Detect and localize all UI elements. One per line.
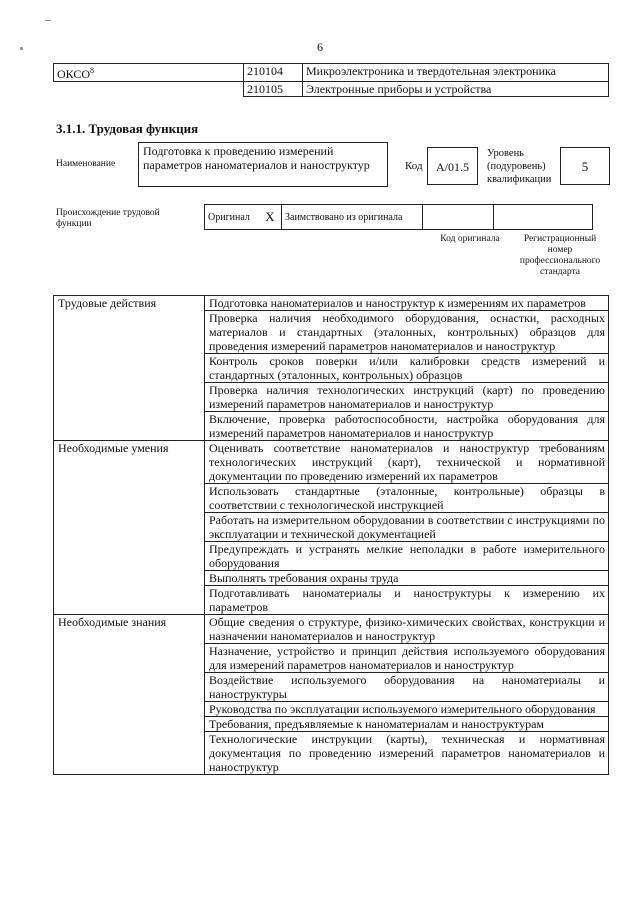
table-cell: Подготовка наноматериалов и наноструктур к измерениям их параметров (205, 296, 609, 311)
table-cell: Использовать стандартные (эталонные, контрольные) образцы в соответствии с технологической инструкцией (205, 484, 609, 513)
code-label: Код (405, 160, 423, 172)
category-skills: Необходимые умения (54, 441, 205, 615)
function-code: A/01.5 (427, 147, 478, 185)
okso-name: Микроэлектроника и твердотельная электроника (303, 64, 609, 82)
okso-row (54, 82, 609, 97)
level-label-text: Уровень (подуровень) квалификации (487, 148, 552, 185)
table-cell: Включение, проверка работоспособности, настройка оборудования для измерений параметров наноматериалов и наноструктур (205, 412, 609, 441)
code-original-caption: Код оригинала (440, 234, 500, 244)
table-cell: Подготавливать наноматериалы и наноструктуры к измерению их параметров (205, 586, 609, 615)
okso-name: Электронные приборы и устройства (303, 82, 609, 97)
function-details-table (53, 295, 609, 775)
scan-mark (45, 20, 51, 21)
table-cell: Работать на измерительном оборудовании в соответствии с инструкциями по эксплуатации и технической документацией (205, 513, 609, 542)
reg-number-caption: Регистрационный номер профессионального стандарта (519, 234, 601, 277)
table-cell: Проверка наличия технологических инструкций (карт) по проведению измерений параметров наноматериалов и наноструктур (205, 383, 609, 412)
table-cell: Предупреждать и устранять мелкие неполадки в работе измерительного оборудования (205, 542, 609, 571)
borrowed-label: Заимствовано из оригинала (282, 205, 423, 230)
name-label: Наименование (56, 159, 116, 169)
category-knowledge: Необходимые знания (54, 615, 205, 775)
original-label: Оригинал (205, 205, 260, 230)
function-name: Подготовка к проведению измерений параметров наноматериалов и наноструктур (138, 142, 388, 187)
table-row (54, 615, 609, 644)
okso-table (53, 63, 609, 97)
origin-row (205, 205, 593, 230)
okso-empty-cell (54, 82, 244, 97)
original-mark: X (259, 205, 282, 230)
table-cell: Оценивать соответствие наноматериалов и наноструктур требованиям технологических инструкций (карт), технической и нормативной документации по проведению измерений их параметров (205, 441, 609, 484)
table-cell: Выполнять требования охраны труда (205, 571, 609, 586)
table-cell: Руководства по эксплуатации используемого измерительного оборудования (205, 702, 609, 717)
page-number: 6 (317, 40, 323, 54)
table-cell: Проверка наличия необходимого оборудования, оснастки, расходных материалов и стандартных (эталонных, контрольных) образцов для проведения измерений параметров наноматериалов и наноструктур (205, 311, 609, 354)
okso-label: ОКСО (57, 67, 91, 81)
okso-code: 210105 (244, 82, 303, 97)
table-cell: Технологические инструкции (карты), техническая и нормативная документация по проведению измерений параметров наноматериалов и наноструктур (205, 732, 609, 775)
table-cell: Контроль сроков поверки и/или калибровки средств измерений и стандартных (эталонных, контрольных) образцов (205, 354, 609, 383)
table-row (54, 441, 609, 484)
okso-footnote: 8 (90, 66, 95, 75)
origin-table (204, 204, 593, 230)
okso-code: 210104 (244, 64, 303, 82)
table-cell: Требования, предъявляемые к наноматериалам и наноструктурам (205, 717, 609, 732)
section-title: 3.1.1. Трудовая функция (56, 121, 199, 136)
origin-label: Происхождение трудовой функции (56, 208, 160, 229)
table-row (54, 296, 609, 311)
table-cell: Воздействие используемого оборудования на наноматериалы и наноструктуры (205, 673, 609, 702)
okso-label-cell (54, 64, 244, 82)
table-cell: Назначение, устройство и принцип действия используемого оборудования для измерений параметров наноматериалов и наноструктур (205, 644, 609, 673)
reg-number-cell (494, 205, 593, 230)
okso-row (54, 64, 609, 82)
code-original-cell (423, 205, 494, 230)
level-label (487, 147, 557, 186)
level-value: 5 (560, 147, 610, 185)
category-labor-actions: Трудовые действия (54, 296, 205, 441)
table-cell: Общие сведения о структуре, физико-химических свойствах, конструкции и назначении наноматериалов и наноструктур (205, 615, 609, 644)
